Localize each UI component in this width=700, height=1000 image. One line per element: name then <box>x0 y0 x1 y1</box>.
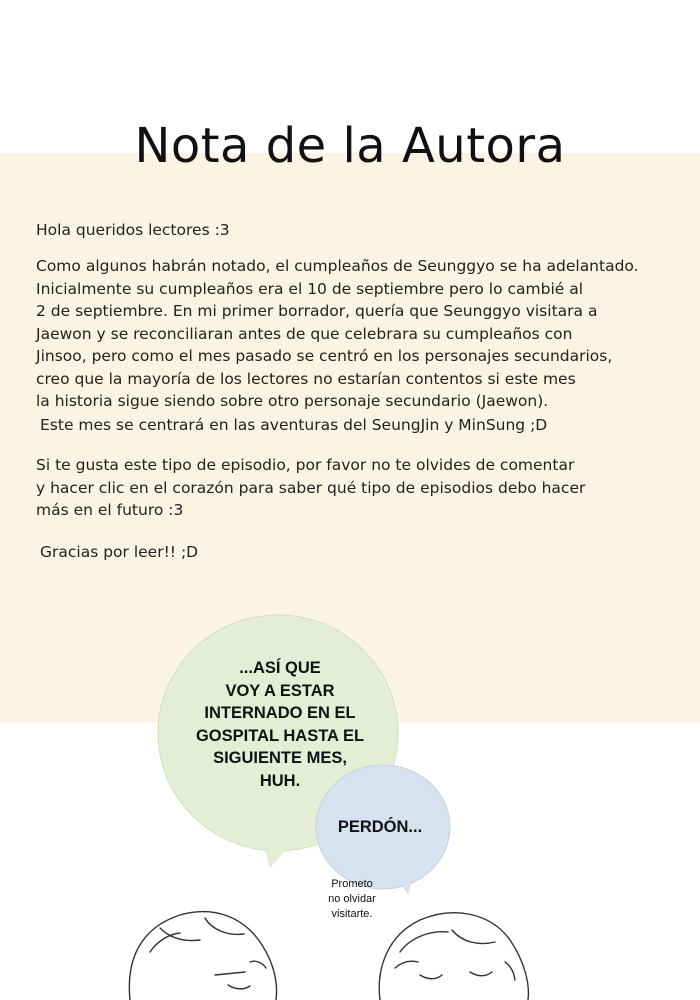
whisper-line: no olvidar <box>328 893 376 905</box>
note-paragraph-line: creo que la mayoría de los lectores no estarían contentos si este mes <box>36 369 576 388</box>
bubble-line: SIGUIENTE MES, <box>213 749 347 767</box>
bubble-line: GOSPITAL HASTA EL <box>195 726 365 745</box>
note-greeting: Hola queridos lectores :3 <box>36 221 230 239</box>
note-request-line: Si te gusta este tipo de episodio, por favor no te olvides de comentar <box>36 456 575 474</box>
note-request <box>36 454 585 522</box>
note-paragraph-line: Jinsoo, pero como el mes pasado se centró en los personajes secundarios, <box>36 347 613 365</box>
note-paragraph-line: Jaewon y se reconciliaran antes de que celebrara su cumpleaños con <box>36 324 573 343</box>
bubble-line: ...ASÍ QUE <box>239 659 321 677</box>
speech-bubble-blue-text: PERDÓN... <box>337 818 423 836</box>
character-right-sketch <box>379 913 528 1000</box>
whisper-line: Prometo <box>331 878 373 890</box>
bubble-line: VOY A ESTAR <box>225 681 335 700</box>
bubble-line: HUH. <box>259 771 301 790</box>
note-paragraph-line: 2 de septiembre. En mi primer borrador, quería que Seunggyo visitara a <box>36 302 598 320</box>
note-request-line: y hacer clic en el corazón para saber qué tipo de episodios debo hacer <box>36 478 586 497</box>
note-paragraph <box>36 255 639 413</box>
note-paragraph-line: Como algunos habrán notado, el cumpleaños de Seunggyo se ha adelantado. <box>36 257 639 275</box>
note-month-focus: Este mes se centrará en las aventuras del SeungJin y MinSung ;D <box>40 416 548 434</box>
note-request-line: más en el futuro :3 <box>36 501 184 519</box>
note-paragraph-line: Inicialmente su cumpleaños era el 10 de septiembre pero lo cambié al <box>36 279 584 298</box>
note-paragraph-line: la historia sigue siendo sobre otro personaje secundario (Jaewon). <box>36 392 549 410</box>
character-left-sketch <box>129 912 276 1000</box>
whisper-line: visitarte. <box>331 908 373 920</box>
page-title: Nota de la Autora <box>134 118 566 174</box>
bubble-line: INTERNADO EN EL <box>204 704 356 722</box>
note-thanks: Gracias por leer!! ;D <box>40 543 199 561</box>
whisper-caption <box>312 877 392 922</box>
speech-bubble-green-text <box>175 657 385 792</box>
